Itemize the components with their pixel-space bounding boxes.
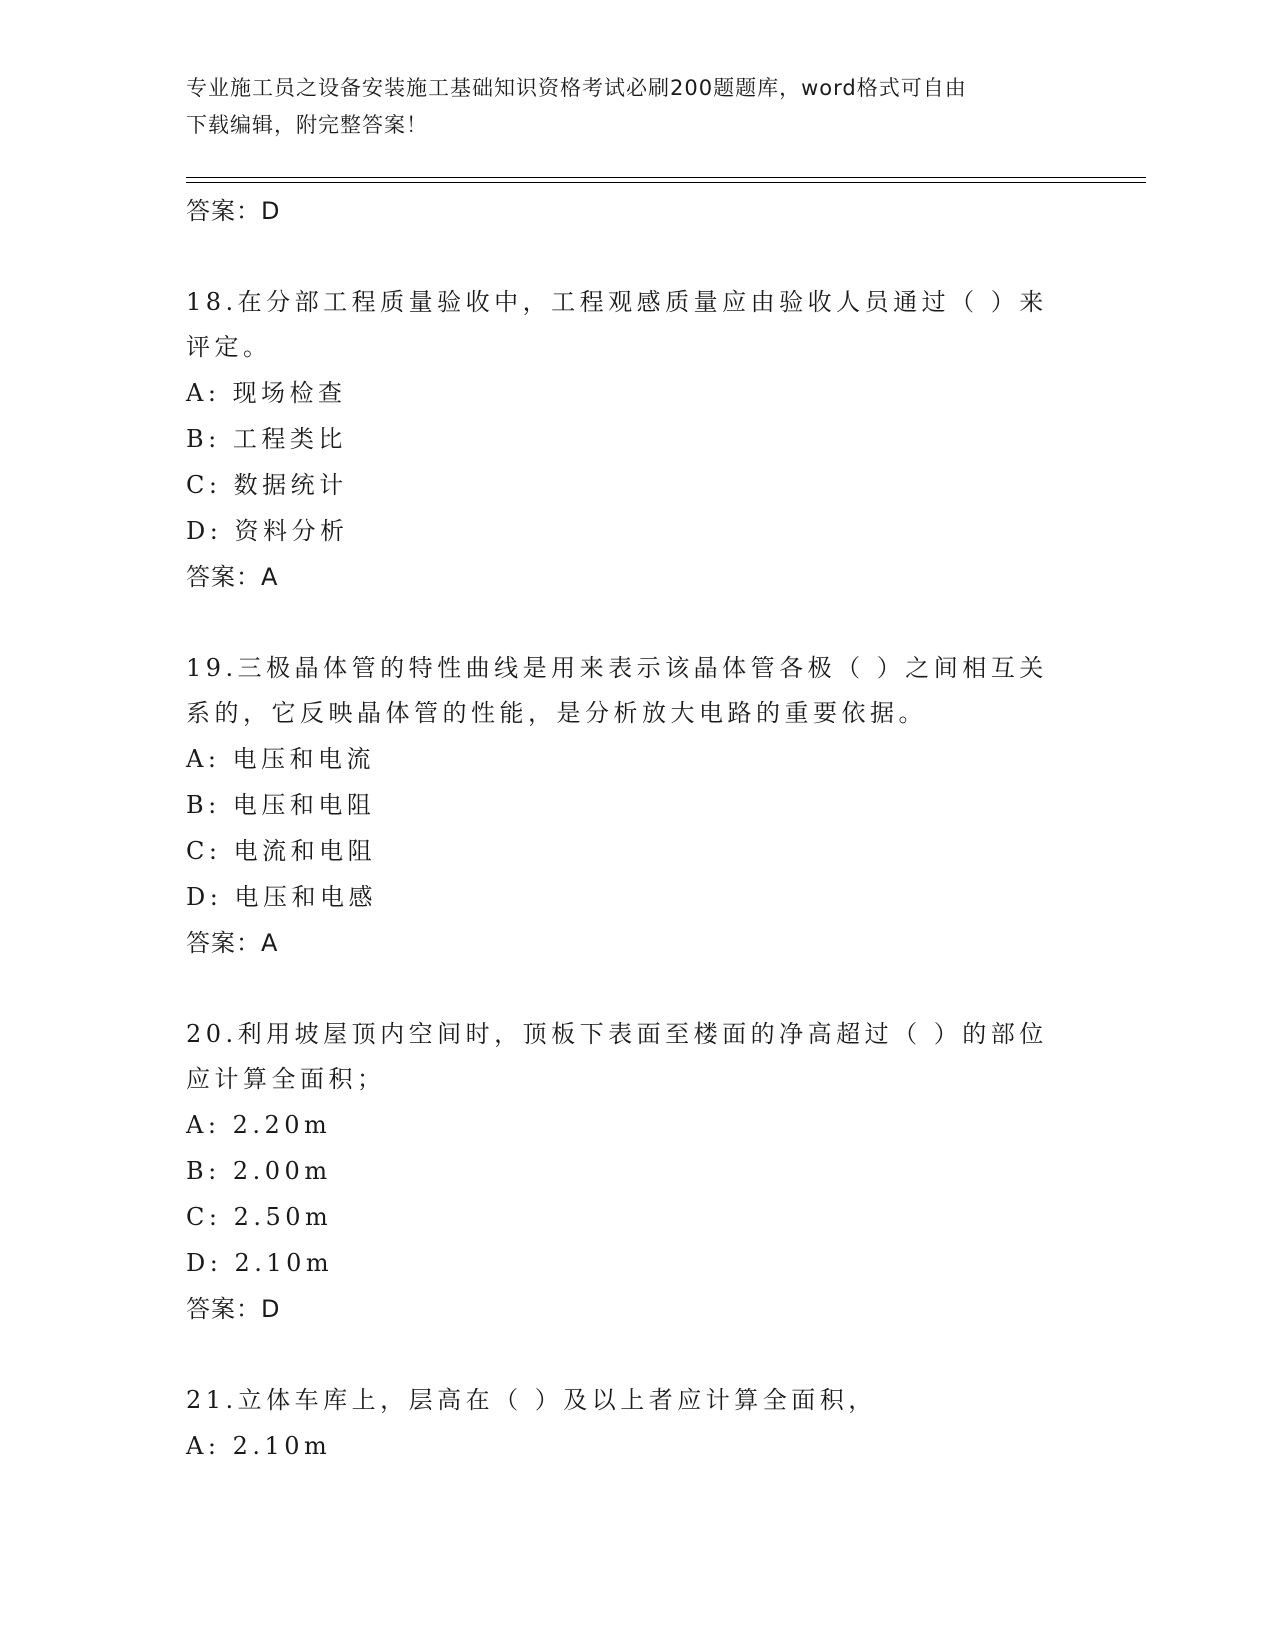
option-text: 数据统计 [233,471,348,499]
option-a [186,1102,1066,1148]
question-text [186,646,1066,736]
question-text [186,1378,1066,1423]
question-stem: 在分部工程质量验收中，工程观感质量应由验收人员通过（ ）来评定。 [186,288,1048,361]
question-number: 21. [186,1386,238,1414]
option-c [186,1194,1066,1240]
option-text: 电流和电阻 [233,837,377,865]
option-letter: C: [186,1203,222,1231]
option-letter: D: [186,1249,223,1277]
answer-line: 答案：D [186,1295,281,1323]
option-text: 2.50m [233,1203,333,1231]
option-a [186,370,1066,416]
option-d [186,1240,1066,1286]
option-letter: C: [186,837,222,865]
option-b [186,782,1066,828]
option-letter: A: [186,1111,221,1139]
question-number: 20. [186,1020,238,1048]
option-b [186,1148,1066,1194]
option-d [186,508,1066,554]
question-number: 19. [186,654,238,682]
option-text: 工程类比 [232,425,347,453]
question-19 [186,646,1066,966]
answer-line: 答案：A [186,929,279,957]
option-letter: A: [186,745,221,773]
question-stem: 利用坡屋顶内空间时，顶板下表面至楼面的净高超过（ ）的部位应计算全面积； [186,1020,1048,1093]
option-text: 电压和电感 [234,883,377,911]
header-line-1: 专业施工员之设备安装施工基础知识资格考试必刷200题题库，word格式可自由 [186,76,967,100]
question-stem: 三极晶体管的特性曲线是用来表示该晶体管各极（ ）之间相互关系的，它反映晶体管的性能，是分析放大电路的重要依据。 [186,654,1048,727]
option-text: 现场检查 [232,379,347,407]
option-text: 2.10m [234,1249,334,1277]
option-letter: D: [186,883,223,911]
document-header [186,70,1076,144]
option-a [186,1423,1066,1469]
answer-line: 答案：A [186,563,279,591]
option-letter: A: [186,379,221,407]
option-letter: A: [186,1432,221,1460]
option-c [186,828,1066,874]
option-text: 2.20m [232,1111,332,1139]
question-21 [186,1378,1066,1469]
question-text [186,280,1066,370]
option-d [186,874,1066,920]
option-letter: B: [186,425,221,453]
option-letter: C: [186,471,222,499]
option-c [186,462,1066,508]
option-b [186,416,1066,462]
option-a [186,736,1066,782]
question-number: 18. [186,288,238,316]
header-rule-top [186,177,1146,178]
option-letter: B: [186,791,221,819]
option-text: 2.00m [232,1157,332,1185]
question-list [186,188,1066,1469]
option-letter: D: [186,517,223,545]
answer-line: 答案：D [186,197,281,225]
option-text: 资料分析 [234,517,349,545]
header-rule-bottom [186,182,1146,183]
option-letter: B: [186,1157,221,1185]
question-18 [186,280,1066,600]
question-stem: 立体车库上，层高在（ ）及以上者应计算全面积， [237,1386,877,1414]
option-text: 电压和电阻 [232,791,376,819]
option-text: 2.10m [232,1432,332,1460]
header-line-2: 下载编辑，附完整答案！ [186,113,428,137]
question-20 [186,1012,1066,1332]
option-text: 电压和电流 [232,745,376,773]
question-text [186,1012,1066,1102]
